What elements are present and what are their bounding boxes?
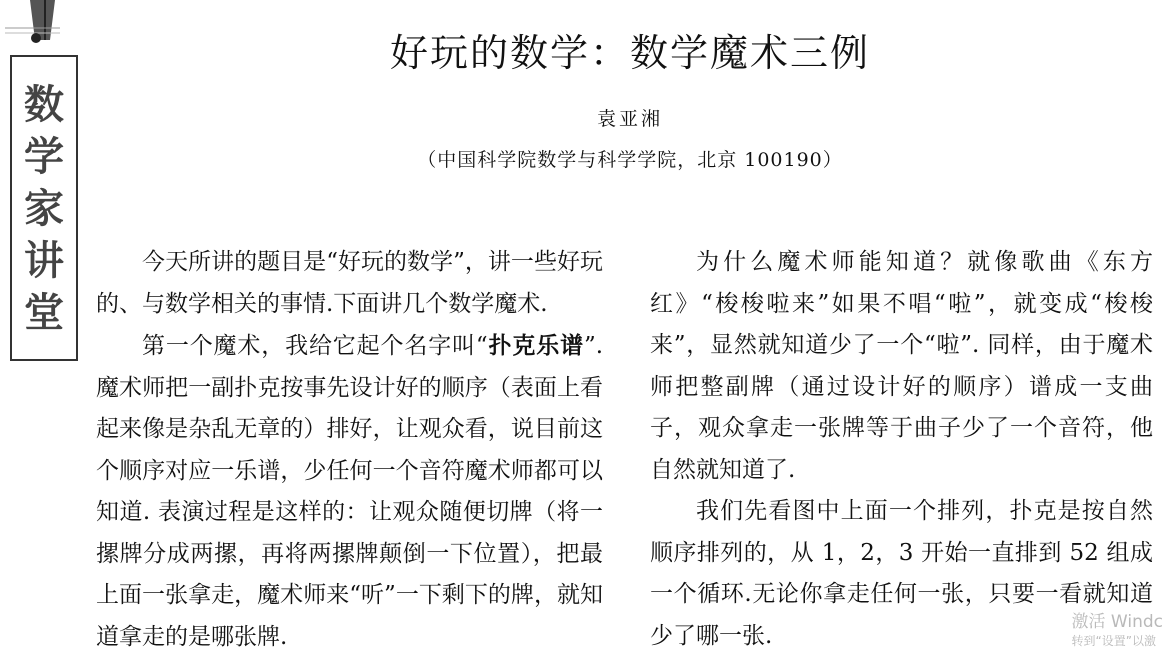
column-label-char-4: 讲 bbox=[24, 237, 64, 284]
paragraph-explanation: 为什么魔术师能知道？就像歌曲《东方红》“梭梭啦来”如果不唱“啦”，就变成“梭梭来”，显然就知道少了一个“啦”. 同样，由于魔术师把整副牌（通过设计好的顺序）谱成一支曲子，观众拿走一张牌等于曲子少了一个音符，他自然就知道了. bbox=[650, 249, 1153, 483]
watermark-line-1: 激活 Windc bbox=[1071, 612, 1163, 632]
author-affiliation: （中国科学院数学与科学学院，北京 100190） bbox=[417, 149, 843, 171]
paragraph-intro: 今天所讲的题目是“好玩的数学”，讲一些好玩的、与数学相关的事情.下面讲几个数学魔术. bbox=[96, 249, 603, 317]
column-label-char-1: 数 bbox=[24, 81, 64, 128]
author-name: 袁亚湘 bbox=[596, 108, 663, 130]
hanging-figure-illustration bbox=[0, 0, 85, 55]
column-label bbox=[12, 79, 76, 339]
watermark-line-2: 转到“设置”以激 bbox=[1071, 634, 1156, 648]
text-run: 第一个魔术，我给它起个名字叫“ bbox=[142, 333, 488, 359]
paragraph-sequence: 我们先看图中上面一个排列，扑克是按自然顺序排列的，从 1，2，3 开始一直排到 52 组成一个循环.无论你拿走任何一张，只要一看就知道少了哪一张. bbox=[650, 498, 1153, 649]
column-label-tab bbox=[10, 55, 78, 361]
right-column bbox=[650, 242, 1153, 657]
column-label-char-3: 家 bbox=[24, 185, 64, 232]
column-label-char-5: 堂 bbox=[24, 289, 64, 336]
left-column bbox=[96, 242, 603, 658]
text-run: ”.魔术师把一副扑克按事先设计好的顺序（表面上看起来像是杂乱无章的）排好，让观众看，说目前这个顺序对应一乐谱，少任何一个音符魔术师都可以知道. 表演过程是这样的：让观众随便切牌（将一摞牌分成两摞，再将两摞牌颠倒一下位置），把最上面一张拿走，魔术师来“听”一下剩下的牌，就知道拿走的是哪张牌. bbox=[96, 333, 604, 650]
column-label-char-2: 学 bbox=[24, 133, 64, 180]
windows-activation-watermark bbox=[1072, 612, 1163, 650]
paragraph-first-trick bbox=[96, 325, 603, 658]
trick-name-bold: 扑克乐谱 bbox=[487, 332, 584, 359]
article-title: 好玩的数学：数学魔术三例 bbox=[389, 31, 870, 75]
